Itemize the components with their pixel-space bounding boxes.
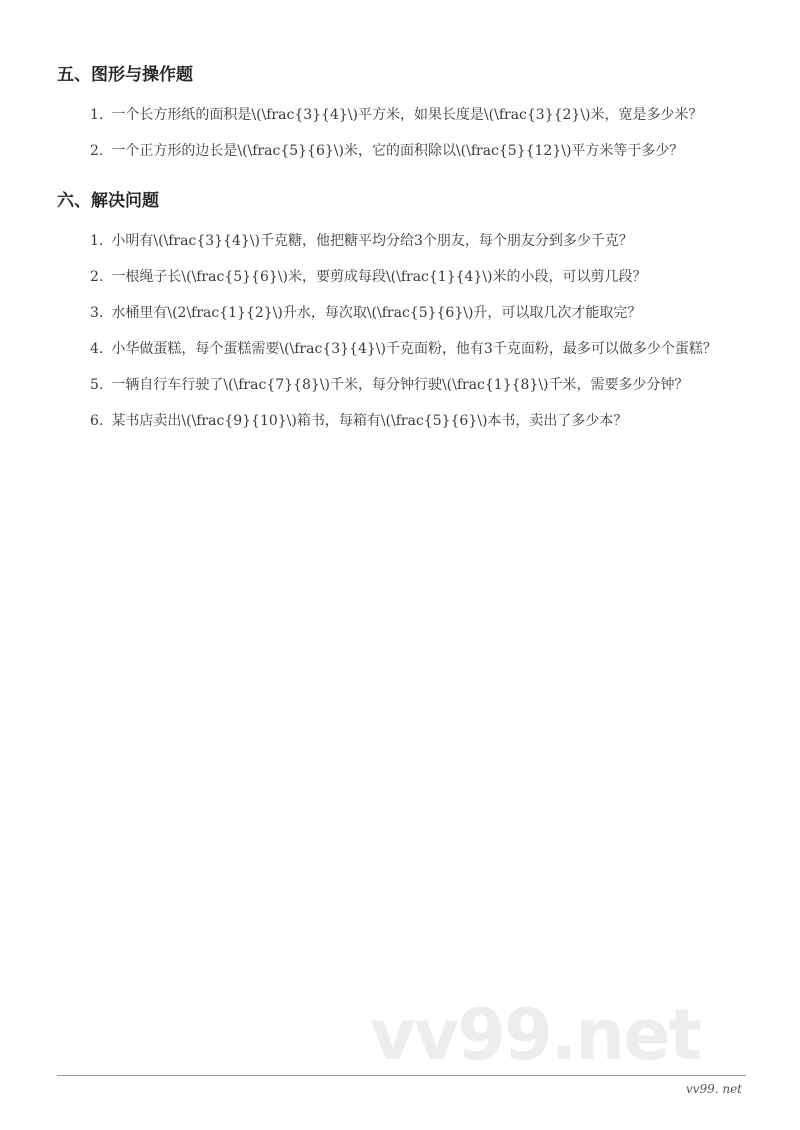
watermark: vv99.net	[370, 994, 701, 1076]
question-text: 小明有\(\frac{3}{4}\)千克糖，他把糖平均分给3个朋友，每个朋友分到多少千克？	[111, 233, 633, 249]
worksheet-content	[57, 64, 745, 445]
question	[57, 409, 745, 434]
section-title: 五、图形与操作题	[57, 65, 193, 85]
question-number: 1.	[90, 233, 104, 249]
question-text: 小华做蛋糕，每个蛋糕需要\(\frac{3}{4}\)千克面粉，他有3千克面粉，最多可以做多少个蛋糕？	[111, 341, 717, 357]
footer-divider	[57, 1075, 746, 1076]
question-text: 一辆自行车行驶了\(\frac{7}{8}\)千米，每分钟行驶\(\frac{1}{8}\)千米，需要多少分钟？	[111, 377, 689, 393]
question	[57, 265, 745, 290]
question-number: 6.	[90, 413, 104, 429]
question-number: 3.	[90, 305, 104, 321]
question	[57, 337, 745, 362]
question-text: 水桶里有\(2\frac{1}{2}\)升水，每次取\(\frac{5}{6}\)升，可以取几次才能取完？	[111, 305, 642, 321]
question	[57, 373, 745, 398]
question-number: 4.	[90, 341, 104, 357]
question-text: 一个长方形纸的面积是\(\frac{3}{4}\)平方米，如果长度是\(\frac{3}{2}\)米，宽是多少米？	[111, 107, 703, 123]
question	[57, 301, 745, 326]
question-text: 一个正方形的边长是\(\frac{5}{6}\)米，它的面积除以\(\frac{5}{12}\)平方米等于多少？	[111, 143, 684, 159]
question	[57, 139, 745, 164]
question	[57, 103, 745, 128]
question-number: 2.	[90, 269, 104, 285]
question-number: 1.	[90, 107, 104, 123]
question-text: 某书店卖出\(\frac{9}{10}\)箱书，每箱有\(\frac{5}{6}\)本书，卖出了多少本？	[111, 413, 628, 429]
question-number: 5.	[90, 377, 104, 393]
question	[57, 229, 745, 254]
question-text: 一根绳子长\(\frac{5}{6}\)米，要剪成每段\(\frac{1}{4}\)米的小段，可以剪几段？	[111, 269, 647, 285]
section-title: 六、解决问题	[57, 191, 159, 211]
footer-site: vv99. net	[685, 1082, 742, 1096]
question-number: 2.	[90, 143, 104, 159]
